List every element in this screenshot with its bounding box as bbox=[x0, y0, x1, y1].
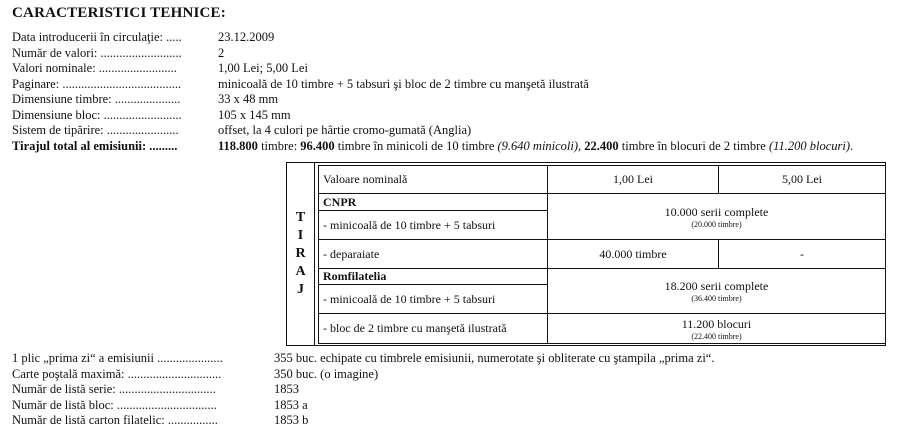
spec-row-stamp-size bbox=[12, 92, 853, 108]
footer-value: 1853 a bbox=[274, 397, 308, 412]
tiraj-vertical-label bbox=[287, 163, 315, 345]
spec-label: Sistem de tipărire: ....................... bbox=[12, 123, 179, 137]
cnpr-deparaiate-label: - deparaiate bbox=[319, 240, 548, 269]
tiraj-letter: J bbox=[297, 282, 304, 297]
page-title: CARACTERISTICI TEHNICE: bbox=[12, 5, 226, 21]
spec-value: minicoală de 10 timbre + 5 tabsuri şi bloc de 2 timbre cu manşetă ilustrată bbox=[218, 76, 589, 91]
cell-sub: (20.000 timbre) bbox=[691, 219, 742, 229]
cell-main: 11.200 blocuri bbox=[681, 316, 752, 331]
spec-label: Număr de valori: .......................... bbox=[12, 45, 182, 60]
cell-sub: (22.400 timbre) bbox=[691, 331, 742, 341]
footer-label: 1 plic „prima zi“ a emisiunii ..................... bbox=[12, 351, 223, 365]
spec-row-block-size bbox=[12, 108, 853, 124]
rom-minicoala-value bbox=[548, 269, 886, 314]
spec-row-count bbox=[12, 46, 853, 62]
table-row bbox=[319, 314, 886, 344]
cnpr-minicoala-value bbox=[548, 194, 886, 240]
cell-main: 18.200 serii complete bbox=[664, 279, 769, 293]
spec-value: 2 bbox=[218, 45, 225, 60]
spec-value: 1,00 Lei; 5,00 Lei bbox=[218, 61, 308, 75]
spec-row-print bbox=[12, 123, 853, 139]
tiraj-table bbox=[318, 165, 886, 344]
table-row bbox=[319, 194, 886, 211]
footer-label: Carte poştală maximă: .............................. bbox=[12, 366, 222, 381]
footer-value: 1853 b bbox=[274, 413, 309, 427]
spec-value: 23.12.2009 bbox=[218, 30, 275, 44]
rom-minicoala-label: - minicoală de 10 timbre + 5 tabsuri bbox=[319, 285, 548, 314]
spec-value: 33 x 48 mm bbox=[218, 92, 279, 106]
total-block-stamps: 22.400 bbox=[584, 138, 619, 153]
section-cnpr: CNPR bbox=[319, 194, 548, 211]
footer-row-list-series bbox=[12, 382, 714, 398]
spec-label: Paginare: ...................................... bbox=[12, 76, 182, 91]
footer-row-list-carton bbox=[12, 413, 714, 429]
tiraj-letter: R bbox=[295, 246, 306, 261]
total-text: timbre în minicoli de 10 timbre bbox=[334, 138, 498, 153]
footer-value: 350 buc. (o imagine) bbox=[274, 366, 379, 381]
total-minicoli-stamps: 96.400 bbox=[300, 138, 335, 153]
table-row bbox=[319, 166, 886, 194]
spec-label: Dimensiune bloc: ......................... bbox=[12, 107, 182, 122]
spec-row-paginare bbox=[12, 77, 853, 93]
footer-row-list-block bbox=[12, 398, 714, 414]
footer-list bbox=[12, 351, 714, 429]
header-cell: 1,00 Lei bbox=[548, 166, 719, 194]
cell-sub: (36.400 timbre) bbox=[691, 294, 742, 303]
cnpr-minicoala-label: - minicoală de 10 timbre + 5 tabsuri bbox=[319, 211, 548, 240]
specs-list bbox=[12, 30, 853, 154]
footer-value: 1853 bbox=[274, 382, 299, 396]
footer-label: Număr de listă bloc: ................................ bbox=[12, 397, 217, 412]
footer-value: 355 buc. echipate cu timbrele emisiunii, numerotate şi obliterate cu ştampila „prima zi“. bbox=[274, 351, 715, 365]
table-row bbox=[319, 240, 886, 269]
total-label: Tirajul total al emisiunii: ......... bbox=[12, 138, 178, 153]
spec-value: 105 x 145 mm bbox=[218, 107, 291, 122]
header-cell: 5,00 Lei bbox=[719, 166, 886, 194]
spec-label: Valori nominale: ......................... bbox=[12, 61, 177, 75]
total-text: . bbox=[850, 138, 854, 153]
footer-row-fdc bbox=[12, 351, 714, 367]
spec-row-date bbox=[12, 30, 853, 46]
total-text: timbre în blocuri de 2 timbre bbox=[618, 138, 769, 153]
total-minicoli-count: (9.640 minicoli) bbox=[497, 138, 579, 153]
spec-row-values bbox=[12, 61, 853, 77]
header-cell: Valoare nominală bbox=[319, 166, 548, 194]
table-row bbox=[319, 269, 886, 285]
total-text: timbre: bbox=[257, 138, 301, 153]
tiraj-table-frame bbox=[286, 162, 886, 346]
cnpr-deparaiate-v1: 40.000 timbre bbox=[548, 240, 719, 269]
tiraj-letter: I bbox=[297, 228, 304, 243]
footer-row-maxicard bbox=[12, 367, 714, 383]
spec-row-total bbox=[12, 139, 853, 155]
rom-bloc-value bbox=[548, 314, 886, 344]
tiraj-letter: A bbox=[295, 264, 306, 279]
total-block-count: (11.200 blocuri) bbox=[768, 138, 850, 153]
footer-label: Număr de listă serie: ............................... bbox=[12, 382, 216, 396]
total-text: , bbox=[578, 138, 585, 153]
total-stamps: 118.800 bbox=[218, 138, 258, 153]
tiraj-letter: T bbox=[295, 210, 306, 225]
spec-label: Dimensiune timbre: ..................... bbox=[12, 92, 181, 106]
spec-value: offset, la 4 culori pe hârtie cromo-gumată (Anglia) bbox=[218, 123, 472, 137]
cnpr-deparaiate-v2: - bbox=[719, 240, 886, 269]
spec-label: Data introducerii în circulaţie: ..... bbox=[12, 30, 182, 44]
footer-label: Număr de listă carton filatelic: ................ bbox=[12, 413, 218, 427]
rom-bloc-label: - bloc de 2 timbre cu manşetă ilustrată bbox=[319, 314, 548, 344]
total-value bbox=[218, 139, 853, 155]
section-romfilatelia: Romfilatelia bbox=[319, 269, 548, 285]
cell-main: 10.000 serii complete bbox=[664, 204, 769, 219]
